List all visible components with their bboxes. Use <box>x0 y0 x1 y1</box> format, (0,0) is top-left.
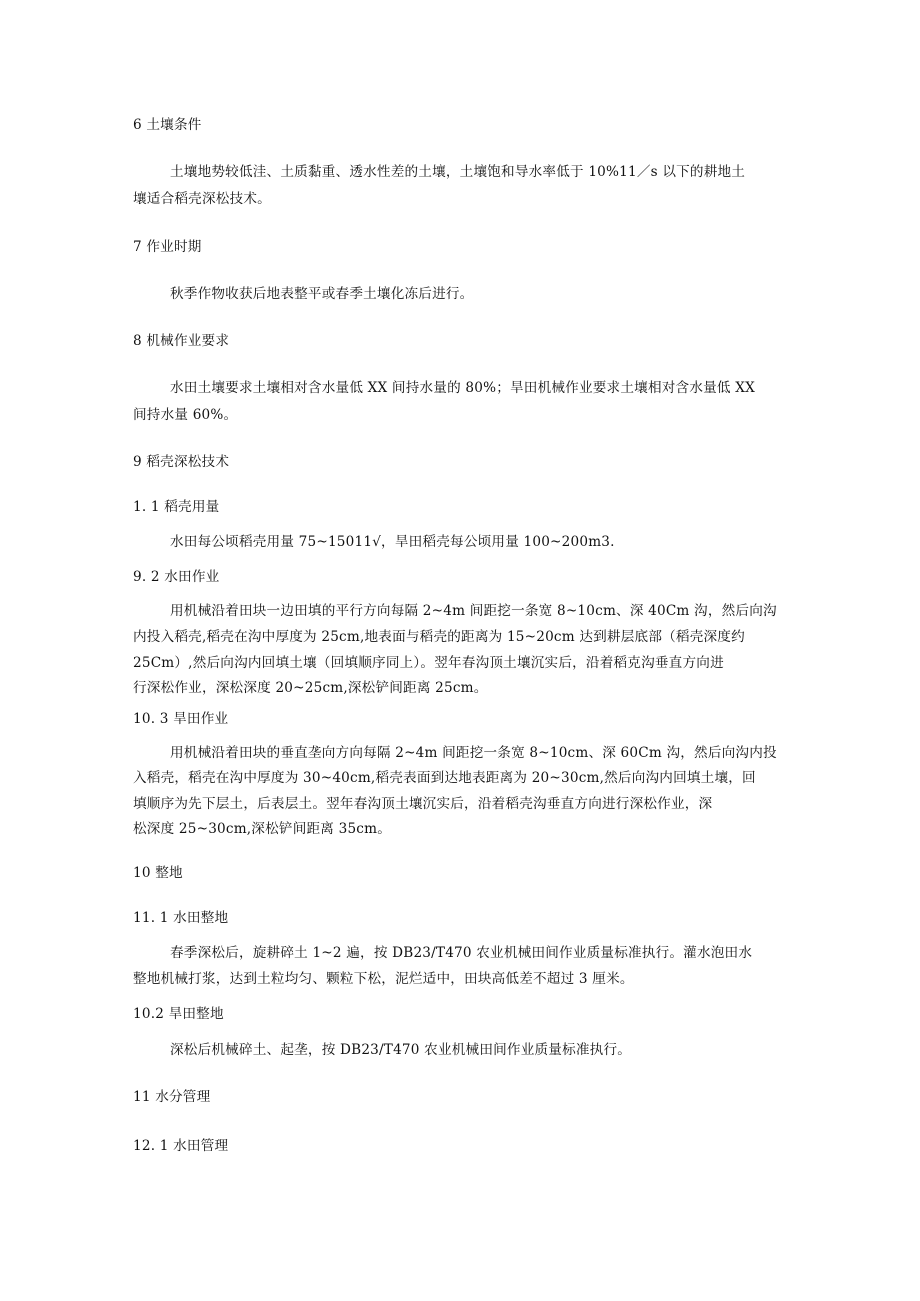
section-9-2-paragraph-line-3: 25Cm）,然后向沟内回填土壤（回填顺序同上）。翌年春沟顶土壤沉实后，沿着稻克沟垂直方向进 <box>133 655 724 671</box>
section-10-3-paragraph-line-4: 松深度 25~30cm,深松铲间距离 35cm。 <box>133 821 391 837</box>
section-11-1-heading: 11. 1 水田整地 <box>133 910 229 926</box>
section-9-heading: 9 稻壳深松技术 <box>133 454 230 470</box>
section-10-3-paragraph-line-2: 入稻壳，稻壳在沟中厚度为 30~40cm,稻壳表面到达地表距离为 20~30cm,然后向沟内回填土壤，回 <box>133 770 756 786</box>
section-11-1-paragraph-line-1: 春季深松后，旋耕碎土 1~2 遍，按 DB23/T470 农业机械田间作业质量标准执行。灌水泡田水 <box>170 945 753 961</box>
section-11-1-paragraph-line-2: 整地机械打浆，达到土粒均匀、颗粒下松，泥烂适中，田块高低差不超过 3 厘米。 <box>133 971 634 987</box>
section-10-heading: 10 整地 <box>133 865 183 881</box>
section-8-paragraph-line-2: 间持水量 60%。 <box>133 407 238 423</box>
section-7-paragraph-line-1: 秋季作物收获后地表整平或春季土壤化冻后进行。 <box>170 286 474 302</box>
section-7-heading: 7 作业时期 <box>133 239 202 255</box>
section-9-1-heading: 1. 1 稻壳用量 <box>133 499 220 515</box>
section-12-1-heading: 12. 1 水田管理 <box>133 1138 229 1154</box>
section-6-heading: 6 土壤条件 <box>133 117 202 133</box>
section-10-3-paragraph-line-1: 用机械沿着田块的垂直垄向方向每隔 2~4m 间距挖一条宽 8~10cm、深 60Cm 沟，然后向沟内投 <box>170 745 777 761</box>
section-8-paragraph-line-1: 水田土壤要求土壤相对含水量低 XX 间持水量的 80%；旱田机械作业要求土壤相对含水量低 XX <box>170 380 755 396</box>
section-11-heading: 11 水分管理 <box>133 1089 211 1105</box>
section-9-1-paragraph-line-1: 水田每公顷稻壳用量 75~15011√，旱田稻壳每公顷用量 100~200m3. <box>170 534 615 550</box>
section-10-3-heading: 10. 3 旱田作业 <box>133 711 229 727</box>
section-10-2-heading: 10.2 旱田整地 <box>133 1006 224 1022</box>
section-9-2-paragraph-line-1: 用机械沿着田块一边田填的平行方向每隔 2~4m 间距挖一条宽 8~10cm、深 40Cm 沟，然后向沟 <box>170 603 777 619</box>
section-6-paragraph-line-1: 土壤地势较低洼、土质黏重、透水性差的土壤，土壤饱和导水率低于 10%11／s 以下的耕地土 <box>170 164 746 180</box>
section-6-paragraph-line-2: 壤适合稻壳深松技术。 <box>133 191 271 207</box>
section-9-2-heading: 9. 2 水田作业 <box>133 569 220 585</box>
section-10-3-paragraph-line-3: 填顺序为先下层土，后表层土。翌年春沟顶土壤沉实后，沿着稻壳沟垂直方向进行深松作业，深 <box>133 796 713 812</box>
section-9-2-paragraph-line-2: 内投入稻壳,稻壳在沟中厚度为 25cm,地表面与稻壳的距离为 15~20cm 达到耕层底部（稻壳深度约 <box>133 629 745 645</box>
section-8-heading: 8 机械作业要求 <box>133 333 230 349</box>
section-10-2-paragraph-line-1: 深松后机械碎土、起垄，按 DB23/T470 农业机械田间作业质量标准执行。 <box>170 1042 632 1058</box>
section-9-2-paragraph-line-4: 行深松作业，深松深度 20~25cm,深松铲间距离 25cm。 <box>133 680 488 696</box>
